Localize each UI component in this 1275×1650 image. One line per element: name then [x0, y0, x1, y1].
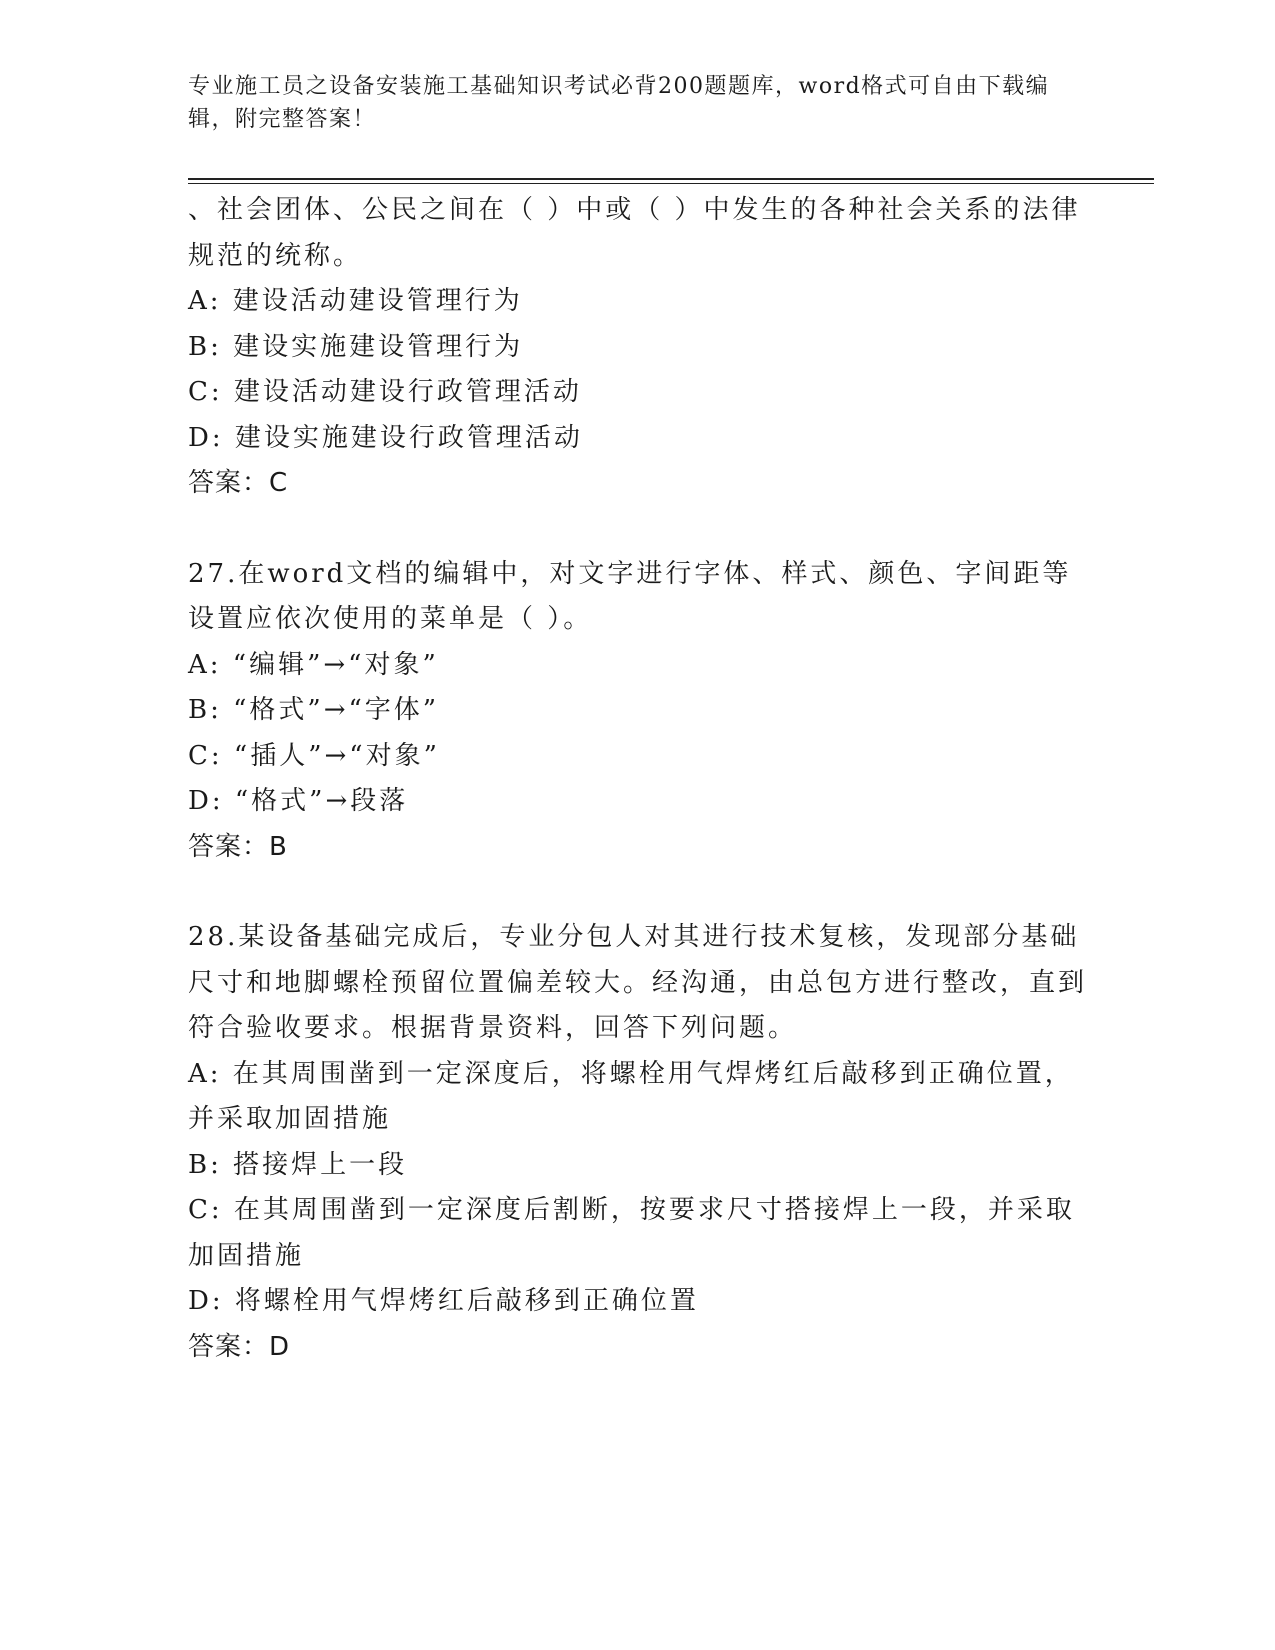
- header-rule-thick: [188, 178, 1154, 180]
- option-a: A: 在其周围凿到一定深度后，将螺栓用气焊烤红后敲移到正确位置，并采取加固措施: [188, 1058, 1074, 1134]
- question-block: [188, 915, 1088, 1370]
- header-rule-thin: [188, 183, 1154, 184]
- option-a: A: 建设活动建设管理行为: [188, 286, 523, 316]
- answer-line: 答案：B: [188, 831, 288, 862]
- answer-line: 答案：D: [188, 1331, 291, 1362]
- option-b: B: 搭接焊上一段: [188, 1149, 408, 1180]
- option-d: D: “格式”→段落: [188, 786, 409, 816]
- question-stem: 28.某设备基础完成后，专业分包人对其进行技术复核，发现部分基础尺寸和地脚螺栓预留位置偏差较大。经沟通，由总包方进行整改，直到符合验收要求。根据背景资料，回答下列问题。: [188, 922, 1088, 1043]
- option-a: A: “编辑”→“对象”: [188, 649, 439, 680]
- header-title: 专业施工员之设备安装施工基础知识考试必背200题题库，word格式可自由下载编辑，附完整答案！: [188, 74, 1050, 132]
- option-b: B: “格式”→“字体”: [188, 695, 440, 725]
- spacer: [188, 870, 1088, 915]
- answer-line: 答案：C: [188, 468, 289, 498]
- option-c: C: “插人”→“对象”: [188, 740, 440, 771]
- question-stem: 27.在word文档的编辑中，对文字进行字体、样式、颜色、字间距等设置应依次使用的菜单是（ ）。: [188, 558, 1072, 634]
- spacer: [188, 507, 1088, 552]
- option-c: C: 在其周围凿到一定深度后割断，按要求尺寸搭接焊上一段，并采取加固措施: [188, 1195, 1075, 1271]
- option-d: D: 建设实施建设行政管理活动: [188, 422, 583, 453]
- document-body: [188, 188, 1088, 1370]
- question-block: [188, 188, 1088, 507]
- option-c: C: 建设活动建设行政管理活动: [188, 377, 582, 407]
- option-d: D: 将螺栓用气焊烤红后敲移到正确位置: [188, 1286, 699, 1316]
- document-header: [188, 70, 1068, 136]
- option-b: B: 建设实施建设管理行为: [188, 331, 524, 362]
- question-block: [188, 552, 1088, 871]
- question-stem: 、社会团体、公民之间在（ ）中或（ ）中发生的各种社会关系的法律规范的统称。: [188, 195, 1081, 271]
